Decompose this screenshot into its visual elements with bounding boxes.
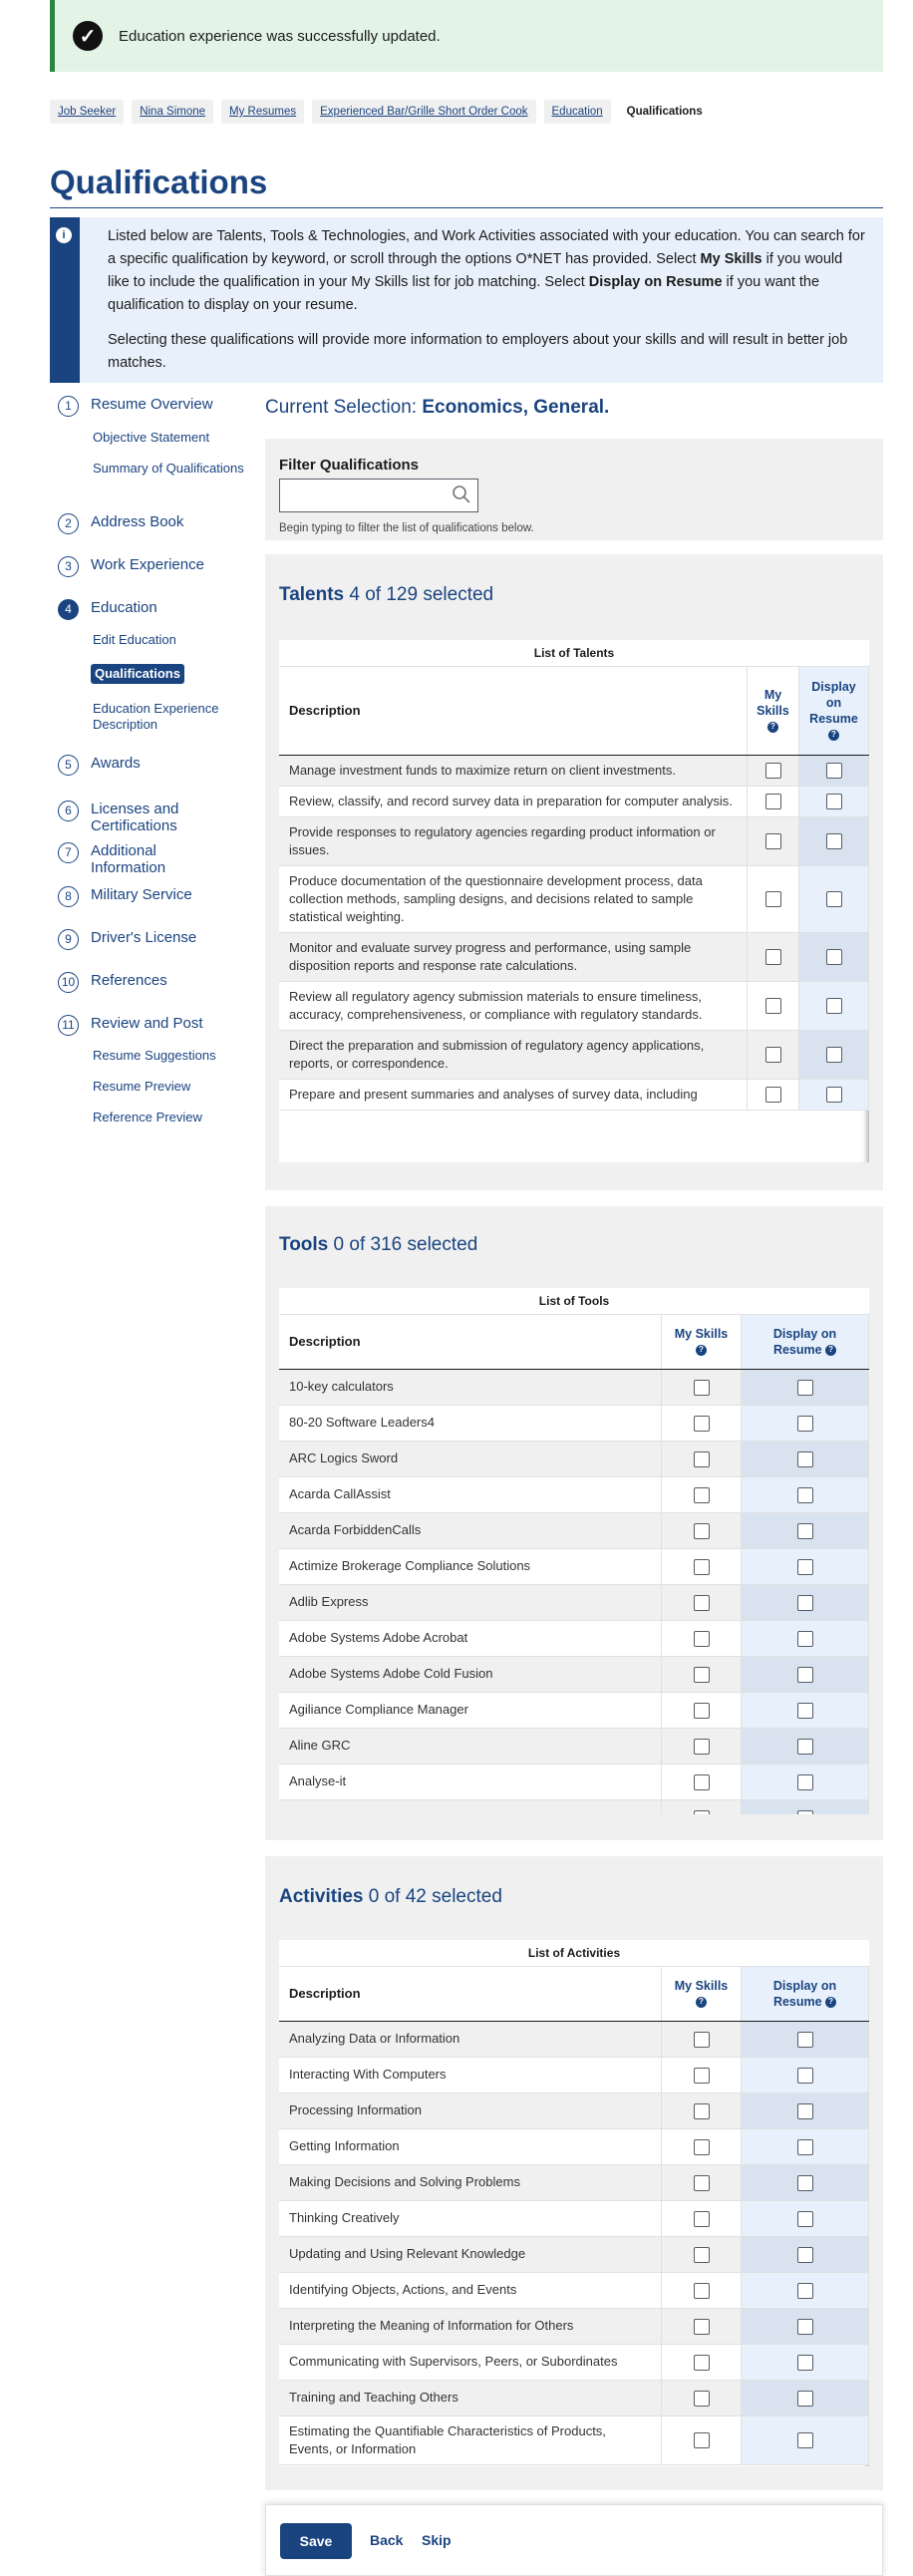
checkbox-cell xyxy=(742,2344,869,2380)
tools-panel xyxy=(265,1206,883,1840)
checkbox-cell xyxy=(742,1476,869,1512)
checkbox-cell xyxy=(748,1030,799,1079)
back-button[interactable]: Back xyxy=(370,2532,404,2548)
help-icon: ? xyxy=(825,1997,836,2008)
table-row xyxy=(279,1512,869,1548)
talents-title: Talents 4 of 129 selected xyxy=(279,584,494,605)
filter-input[interactable] xyxy=(279,479,478,512)
checkbox-cell xyxy=(742,1512,869,1548)
tools-caption: List of Tools xyxy=(279,1288,869,1315)
display-resume-checkbox[interactable] xyxy=(826,763,842,779)
breadcrumb-link[interactable]: Nina Simone xyxy=(132,100,213,124)
my-skills-checkbox[interactable] xyxy=(694,1487,710,1503)
my-skills-checkbox[interactable] xyxy=(694,1451,710,1467)
row-description: Prepare and present summaries and analyses of survey data, including xyxy=(279,1079,748,1110)
checkbox-cell xyxy=(662,1799,742,1814)
row-description: Produce documentation of the questionnaire development process, data collection methods, sampling designs, and decisions related to sample statistical weighting. xyxy=(279,865,748,932)
info-paragraph: Selecting these qualifications will provide more information to employers about your skills and will result in better job matches. xyxy=(108,332,848,371)
sidebar-sub-preview[interactable]: Resume Preview xyxy=(93,1079,191,1094)
checkbox-cell xyxy=(748,1079,799,1110)
talents-table-container[interactable] xyxy=(279,640,869,1162)
display-resume-checkbox[interactable] xyxy=(826,949,842,965)
activities-caption: List of Activities xyxy=(279,1940,869,1967)
checkbox-cell xyxy=(742,1584,869,1620)
checkbox-cell xyxy=(742,2093,869,2128)
checkbox-cell xyxy=(799,1030,869,1079)
help-icon: ? xyxy=(696,1345,707,1356)
checkbox-cell xyxy=(742,2021,869,2057)
tools-table xyxy=(279,1288,869,1814)
checkbox-cell xyxy=(742,2057,869,2093)
checkbox-cell xyxy=(799,816,869,865)
row-description: Getting Information xyxy=(279,2128,662,2164)
row-description: Interacting With Computers xyxy=(279,2057,662,2093)
activities-table-container[interactable] xyxy=(279,1940,869,2466)
table-row xyxy=(279,2093,869,2128)
display-resume-checkbox[interactable] xyxy=(797,1739,813,1755)
row-description: 10-key calculators xyxy=(279,1369,662,1405)
row-description: Adobe Systems Adobe Acrobat xyxy=(279,1620,662,1656)
action-bar xyxy=(265,2504,883,2576)
table-row xyxy=(279,1476,869,1512)
tools-title: Tools 0 of 316 selected xyxy=(279,1234,478,1255)
filter-hint: Begin typing to filter the list of qualifications below. xyxy=(279,522,534,534)
checkbox-cell xyxy=(799,1079,869,1110)
checkbox-cell xyxy=(742,2200,869,2236)
my-skills-checkbox[interactable] xyxy=(765,794,781,809)
my-skills-checkbox[interactable] xyxy=(694,2175,710,2191)
display-resume-checkbox[interactable] xyxy=(797,1631,813,1647)
display-resume-checkbox[interactable] xyxy=(797,2103,813,2119)
table-row xyxy=(279,2380,869,2415)
row-description: 80-20 Software Leaders4 xyxy=(279,1405,662,1441)
my-skills-checkbox[interactable] xyxy=(694,2032,710,2048)
display-resume-checkbox[interactable] xyxy=(797,2247,813,2263)
display-resume-checkbox[interactable] xyxy=(797,1380,813,1396)
table-row xyxy=(279,1620,869,1656)
breadcrumb-link[interactable]: Experienced Bar/Grille Short Order Cook xyxy=(312,100,535,124)
row-description: Review, classify, and record survey data in preparation for computer analysis. xyxy=(279,786,748,816)
checkbox-cell xyxy=(662,2344,742,2380)
display-resume-checkbox[interactable] xyxy=(797,1667,813,1683)
my-skills-checkbox[interactable] xyxy=(694,2391,710,2407)
checkbox-cell xyxy=(742,1369,869,1405)
checkbox-cell xyxy=(742,1656,869,1692)
help-icon: ? xyxy=(767,722,778,733)
my-skills-checkbox[interactable] xyxy=(765,833,781,849)
table-row xyxy=(279,816,869,865)
display-resume-checkbox[interactable] xyxy=(797,1703,813,1719)
checkbox-cell xyxy=(799,786,869,816)
checkbox-cell xyxy=(748,865,799,932)
display-resume-checkbox[interactable] xyxy=(797,2355,813,2371)
row-description: Aline GRC xyxy=(279,1728,662,1764)
title-divider xyxy=(50,207,883,208)
checkbox-cell xyxy=(662,1764,742,1799)
my-skills-checkbox[interactable] xyxy=(765,891,781,907)
checkbox-cell xyxy=(662,2415,742,2464)
checkbox-cell xyxy=(742,2415,869,2464)
table-row xyxy=(279,2415,869,2464)
my-skills-checkbox[interactable] xyxy=(694,2319,710,2335)
checkbox-cell xyxy=(799,755,869,786)
display-resume-checkbox[interactable] xyxy=(826,1047,842,1063)
display-resume-checkbox[interactable] xyxy=(797,1595,813,1611)
sidebar-item-address-book[interactable]: 2 Address Book xyxy=(58,513,183,534)
checkbox-cell xyxy=(662,1548,742,1584)
checkbox-cell xyxy=(662,1405,742,1441)
my-skills-checkbox[interactable] xyxy=(694,1631,710,1647)
sidebar-item-references[interactable]: 10 References xyxy=(58,972,167,993)
display-resume-checkbox[interactable] xyxy=(797,1810,813,1814)
my-skills-checkbox[interactable] xyxy=(694,2139,710,2155)
table-row xyxy=(279,2344,869,2380)
checkbox-cell xyxy=(662,1476,742,1512)
row-description xyxy=(279,1799,662,1814)
checkbox-cell xyxy=(662,1728,742,1764)
info-icon: i xyxy=(56,227,72,243)
checkbox-cell xyxy=(662,2093,742,2128)
my-skills-checkbox[interactable] xyxy=(694,2283,710,2299)
info-box xyxy=(50,217,883,383)
row-description: Acarda CallAssist xyxy=(279,1476,662,1512)
checkbox-cell xyxy=(662,1584,742,1620)
info-paragraph: Listed below are Talents, Tools & Technologies, and Work Activities associated with your education. You can search for a specific qualification by keyword, or scroll through the options O*NET has provided. Select My Skills if you would like to include the qualification in your My Skills list for job matching. Select Display on Resume if you want the qualification to display on your resume. xyxy=(108,228,865,313)
table-row xyxy=(279,1079,869,1110)
my-skills-checkbox[interactable] xyxy=(694,2355,710,2371)
my-skills-checkbox[interactable] xyxy=(694,2432,710,2448)
sidebar-item-work-experience[interactable]: 3 Work Experience xyxy=(58,556,204,577)
display-resume-checkbox[interactable] xyxy=(826,998,842,1014)
sidebar-item-resume-overview[interactable]: 1 Resume Overview xyxy=(58,396,213,417)
checkbox-cell xyxy=(662,2021,742,2057)
display-resume-checkbox[interactable] xyxy=(826,794,842,809)
col-description: Description xyxy=(279,667,748,755)
display-resume-checkbox[interactable] xyxy=(826,833,842,849)
table-row xyxy=(279,1764,869,1799)
table-row xyxy=(279,2236,869,2272)
checkbox-cell xyxy=(742,1620,869,1656)
sidebar-item-education[interactable]: 4 Education xyxy=(58,599,157,620)
table-row xyxy=(279,786,869,816)
sidebar-sub-education-description[interactable]: Education Experience Description xyxy=(93,701,219,732)
col-my-skills: My Skills ? xyxy=(662,1315,742,1369)
help-icon: ? xyxy=(825,1345,836,1356)
my-skills-checkbox[interactable] xyxy=(694,1595,710,1611)
checkbox-cell xyxy=(742,2272,869,2308)
sidebar-item-awards[interactable]: 5 Awards xyxy=(58,755,141,776)
display-resume-checkbox[interactable] xyxy=(797,2175,813,2191)
my-skills-checkbox[interactable] xyxy=(694,1667,710,1683)
table-row xyxy=(279,1799,869,1814)
checkbox-cell xyxy=(748,786,799,816)
table-row xyxy=(279,755,869,786)
checkbox-cell xyxy=(748,981,799,1030)
activities-title: Activities 0 of 42 selected xyxy=(279,1886,502,1907)
sidebar-item-licenses[interactable]: 6 Licenses and Certifications xyxy=(58,801,230,834)
my-skills-checkbox[interactable] xyxy=(694,1523,710,1539)
row-description: Adobe Systems Adobe Cold Fusion xyxy=(279,1656,662,1692)
col-my-skills: My Skills ? xyxy=(662,1967,742,2021)
row-description: Analyzing Data or Information xyxy=(279,2021,662,2057)
display-resume-checkbox[interactable] xyxy=(826,1087,842,1103)
breadcrumb-link[interactable]: Education xyxy=(544,100,611,124)
breadcrumb xyxy=(50,100,711,124)
col-description: Description xyxy=(279,1315,662,1369)
my-skills-checkbox[interactable] xyxy=(694,2068,710,2084)
skip-button[interactable]: Skip xyxy=(422,2532,452,2548)
display-resume-checkbox[interactable] xyxy=(797,1451,813,1467)
checkbox-cell xyxy=(799,932,869,981)
display-resume-checkbox[interactable] xyxy=(797,1523,813,1539)
display-resume-checkbox[interactable] xyxy=(797,2391,813,2407)
col-description: Description xyxy=(279,1967,662,2021)
row-description: Review all regulatory agency submission materials to ensure timeliness, accuracy, comprehensiveness, or compliance with regulatory standards. xyxy=(279,981,748,1030)
checkbox-cell xyxy=(742,1799,869,1814)
row-description: Actimize Brokerage Compliance Solutions xyxy=(279,1548,662,1584)
my-skills-checkbox[interactable] xyxy=(694,1810,710,1814)
checkbox-cell xyxy=(742,2308,869,2344)
filter-panel xyxy=(265,439,883,540)
success-alert xyxy=(50,0,883,72)
display-resume-checkbox[interactable] xyxy=(797,2211,813,2227)
display-resume-checkbox[interactable] xyxy=(797,2319,813,2335)
breadcrumb-link[interactable]: My Resumes xyxy=(221,100,304,124)
talents-table xyxy=(279,640,869,1111)
table-row xyxy=(279,1030,869,1079)
sidebar-sub-qualifications[interactable]: Qualifications xyxy=(91,664,184,684)
help-icon: ? xyxy=(696,1997,707,2008)
row-description: Acarda ForbiddenCalls xyxy=(279,1512,662,1548)
page-title: Qualifications xyxy=(50,163,268,200)
row-description: Manage investment funds to maximize return on client investments. xyxy=(279,755,748,786)
save-button[interactable]: Save xyxy=(280,2523,352,2559)
table-row xyxy=(279,2021,869,2057)
sidebar-item-additional-info[interactable]: 7 Additional Information xyxy=(58,842,210,876)
my-skills-checkbox[interactable] xyxy=(694,2103,710,2119)
checkmark-icon: ✓ xyxy=(73,21,103,51)
checkbox-cell xyxy=(799,865,869,932)
table-row xyxy=(279,2308,869,2344)
my-skills-checkbox[interactable] xyxy=(765,998,781,1014)
table-row xyxy=(279,1548,869,1584)
sidebar-sub-suggestions[interactable]: Resume Suggestions xyxy=(93,1048,216,1063)
checkbox-cell xyxy=(662,1441,742,1476)
checkbox-cell xyxy=(662,1656,742,1692)
display-resume-checkbox[interactable] xyxy=(797,1774,813,1790)
checkbox-cell xyxy=(742,2236,869,2272)
display-resume-checkbox[interactable] xyxy=(797,2032,813,2048)
current-selection: Current Selection: Economics, General. xyxy=(265,397,610,418)
row-description: Estimating the Quantifiable Characteristics of Products, Events, or Information xyxy=(279,2415,662,2464)
row-description: Interpreting the Meaning of Information for Others xyxy=(279,2308,662,2344)
my-skills-checkbox[interactable] xyxy=(694,1774,710,1790)
display-resume-checkbox[interactable] xyxy=(797,1416,813,1432)
display-resume-checkbox[interactable] xyxy=(797,1559,813,1575)
checkbox-cell xyxy=(662,2164,742,2200)
row-description: Analyse-it xyxy=(279,1764,662,1799)
checkbox-cell xyxy=(742,1764,869,1799)
talents-panel xyxy=(265,554,883,1190)
checkbox-cell xyxy=(748,755,799,786)
row-description: Identifying Objects, Actions, and Events xyxy=(279,2272,662,2308)
col-display-resume: Display on Resume ? xyxy=(799,667,869,755)
table-row xyxy=(279,1728,869,1764)
sidebar-sub-objective[interactable]: Objective Statement xyxy=(93,430,210,445)
display-resume-checkbox[interactable] xyxy=(797,2068,813,2084)
table-row xyxy=(279,1692,869,1728)
row-description: Processing Information xyxy=(279,2093,662,2128)
checkbox-cell xyxy=(662,1512,742,1548)
checkbox-cell xyxy=(742,1548,869,1584)
row-description: Making Decisions and Solving Problems xyxy=(279,2164,662,2200)
breadcrumb-current: Qualifications xyxy=(626,106,703,118)
my-skills-checkbox[interactable] xyxy=(694,2247,710,2263)
row-description: Monitor and evaluate survey progress and performance, using sample disposition reports and response rate calculations. xyxy=(279,932,748,981)
sidebar-sub-edit-education[interactable]: Edit Education xyxy=(93,632,176,647)
table-row xyxy=(279,865,869,932)
checkbox-cell xyxy=(742,1441,869,1476)
row-description: Provide responses to regulatory agencies regarding product information or issues. xyxy=(279,816,748,865)
table-row xyxy=(279,1584,869,1620)
checkbox-cell xyxy=(742,2128,869,2164)
checkbox-cell xyxy=(662,2272,742,2308)
sidebar-item-military[interactable]: 8 Military Service xyxy=(58,886,192,907)
my-skills-checkbox[interactable] xyxy=(694,1416,710,1432)
table-row xyxy=(279,1369,869,1405)
my-skills-checkbox[interactable] xyxy=(765,949,781,965)
checkbox-cell xyxy=(662,2128,742,2164)
display-resume-checkbox[interactable] xyxy=(797,2283,813,2299)
my-skills-checkbox[interactable] xyxy=(694,2211,710,2227)
table-row xyxy=(279,1656,869,1692)
checkbox-cell xyxy=(742,1692,869,1728)
alert-message: Education experience was successfully updated. xyxy=(119,27,441,45)
breadcrumb-link[interactable]: Job Seeker xyxy=(50,100,124,124)
my-skills-checkbox[interactable] xyxy=(694,1739,710,1755)
table-row xyxy=(279,932,869,981)
display-resume-checkbox[interactable] xyxy=(826,891,842,907)
sidebar-item-review-post[interactable]: 11 Review and Post xyxy=(58,1015,203,1036)
help-icon: ? xyxy=(828,730,839,741)
row-description: Thinking Creatively xyxy=(279,2200,662,2236)
sidebar-sub-reference-preview[interactable]: Reference Preview xyxy=(93,1110,202,1125)
sidebar-item-drivers-license[interactable]: 9 Driver's License xyxy=(58,929,196,950)
activities-panel xyxy=(265,1856,883,2490)
checkbox-cell xyxy=(662,1620,742,1656)
checkbox-cell xyxy=(662,2200,742,2236)
table-row xyxy=(279,2128,869,2164)
table-row xyxy=(279,981,869,1030)
checkbox-cell xyxy=(662,2380,742,2415)
tools-table-container[interactable] xyxy=(279,1288,869,1814)
sidebar-sub-summary[interactable]: Summary of Qualifications xyxy=(93,461,244,476)
my-skills-checkbox[interactable] xyxy=(765,1047,781,1063)
checkbox-cell xyxy=(742,1405,869,1441)
row-description: ARC Logics Sword xyxy=(279,1441,662,1476)
activities-table xyxy=(279,1940,869,2465)
checkbox-cell xyxy=(662,2236,742,2272)
row-description: Agiliance Compliance Manager xyxy=(279,1692,662,1728)
display-resume-checkbox[interactable] xyxy=(797,2139,813,2155)
search-icon xyxy=(452,484,471,504)
checkbox-cell xyxy=(742,2164,869,2200)
col-my-skills: My Skills ? xyxy=(748,667,799,755)
my-skills-checkbox[interactable] xyxy=(765,763,781,779)
table-row xyxy=(279,2164,869,2200)
my-skills-checkbox[interactable] xyxy=(765,1087,781,1103)
checkbox-cell xyxy=(748,816,799,865)
checkbox-cell xyxy=(742,2380,869,2415)
filter-label: Filter Qualifications xyxy=(279,457,420,474)
col-display-resume: Display on Resume ? xyxy=(742,1315,869,1369)
table-row xyxy=(279,2272,869,2308)
my-skills-checkbox[interactable] xyxy=(694,1380,710,1396)
display-resume-checkbox[interactable] xyxy=(797,1487,813,1503)
row-description: Adlib Express xyxy=(279,1584,662,1620)
my-skills-checkbox[interactable] xyxy=(694,1559,710,1575)
row-description: Updating and Using Relevant Knowledge xyxy=(279,2236,662,2272)
display-resume-checkbox[interactable] xyxy=(797,2432,813,2448)
checkbox-cell xyxy=(662,1692,742,1728)
checkbox-cell xyxy=(662,1369,742,1405)
talents-caption: List of Talents xyxy=(279,640,869,667)
checkbox-cell xyxy=(742,1728,869,1764)
row-description: Direct the preparation and submission of regulatory agency applications, reports, or correspondence. xyxy=(279,1030,748,1079)
table-row xyxy=(279,2057,869,2093)
table-row xyxy=(279,2200,869,2236)
col-display-resume: Display on Resume ? xyxy=(742,1967,869,2021)
my-skills-checkbox[interactable] xyxy=(694,1703,710,1719)
checkbox-cell xyxy=(662,2308,742,2344)
checkbox-cell xyxy=(748,932,799,981)
table-row xyxy=(279,1405,869,1441)
row-description: Communicating with Supervisors, Peers, or Subordinates xyxy=(279,2344,662,2380)
checkbox-cell xyxy=(799,981,869,1030)
table-row xyxy=(279,1441,869,1476)
row-description: Training and Teaching Others xyxy=(279,2380,662,2415)
checkbox-cell xyxy=(662,2057,742,2093)
